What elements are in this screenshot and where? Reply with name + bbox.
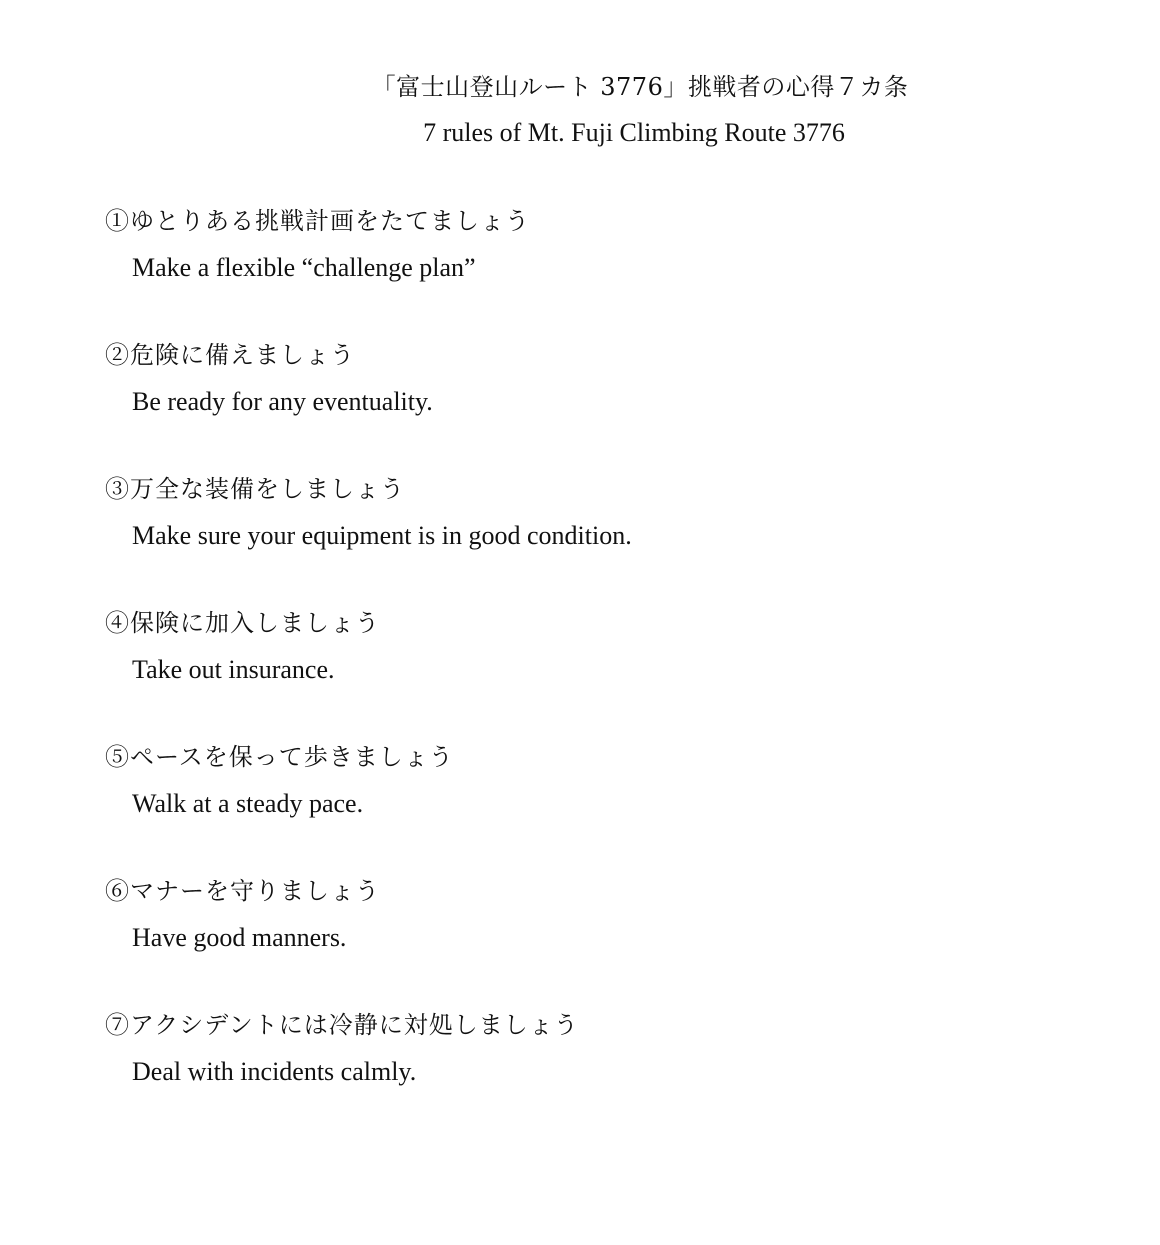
title-japanese: 「富士山登山ルート 3776」挑戦者の心得７カ条 <box>371 73 909 101</box>
rule-2-japanese: ②危険に備えましょう <box>105 341 355 369</box>
rule-2 <box>0 338 1160 448</box>
rule-2-english: Be ready for any eventuality. <box>132 387 433 416</box>
rule-5-english: Walk at a steady pace. <box>132 789 364 818</box>
rule-6-english: Have good manners. <box>132 923 347 952</box>
rule-3-english: Make sure your equipment is in good condition. <box>132 521 632 550</box>
rule-5 <box>0 740 1160 850</box>
rule-4-english: Take out insurance. <box>132 655 335 684</box>
rule-6 <box>0 874 1160 984</box>
rule-7-japanese: ⑦アクシデントには冷静に対処しましょう <box>105 1011 579 1039</box>
rule-3 <box>0 472 1160 582</box>
rule-4 <box>0 606 1160 716</box>
rule-7-english: Deal with incidents calmly. <box>132 1057 417 1086</box>
rule-1 <box>0 204 1160 314</box>
rule-3-japanese: ③万全な装備をしましょう <box>105 475 405 503</box>
rule-6-japanese: ⑥マナーを守りましょう <box>105 877 380 905</box>
title-english: 7 rules of Mt. Fuji Climbing Route 3776 <box>423 118 845 147</box>
rule-4-japanese: ④保険に加入しましょう <box>105 609 380 637</box>
rule-5-japanese: ⑤ペースを保って歩きましょう <box>105 743 454 771</box>
rule-7 <box>0 1008 1160 1118</box>
rule-1-english: Make a flexible “challenge plan” <box>132 253 476 282</box>
rule-1-japanese: ①ゆとりある挑戦計画をたてましょう <box>105 207 530 235</box>
